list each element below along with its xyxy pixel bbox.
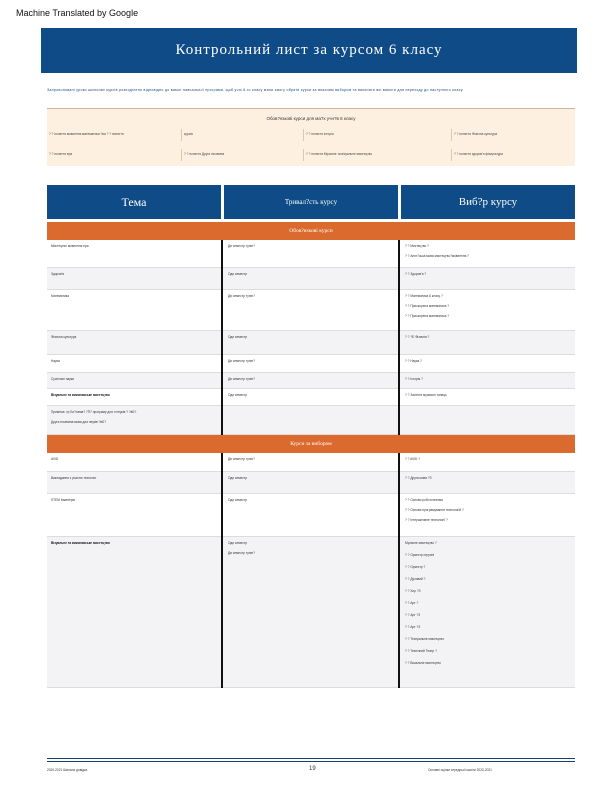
duration-cell	[224, 453, 398, 471]
cell-text: Наука	[51, 359, 60, 363]
req-cell: ? ? поняття історія	[303, 129, 451, 141]
cell-text: Оди семестр	[228, 393, 248, 397]
duration-cell	[224, 268, 398, 289]
duration-cell	[224, 240, 398, 267]
duration-cell	[224, 406, 398, 434]
selection-cell	[401, 331, 575, 354]
cell-text: Візуальне та виконавське мистецтво	[51, 393, 110, 397]
selection-cell	[401, 290, 575, 330]
header-topic: Тема	[47, 185, 221, 219]
selection-cell	[401, 494, 575, 536]
required-courses-box	[47, 108, 575, 166]
machine-translated-banner: Machine Translated by Google	[16, 8, 139, 18]
cell-text: Дв семестр тупін?	[228, 457, 255, 461]
table-row	[47, 389, 575, 406]
topic-cell	[47, 290, 221, 330]
cell-text: ? ? Оркестр ?	[405, 565, 426, 569]
table-row	[47, 268, 575, 290]
required-courses-title: Обов?язкові курси для ма?х учн?в 6 класу	[266, 116, 356, 121]
cell-text: Суспільні науки	[51, 377, 75, 381]
duration-cell	[224, 494, 398, 536]
selection-cell	[401, 472, 575, 493]
column-divider	[398, 453, 400, 688]
topic-cell	[47, 537, 221, 687]
cell-text: ? ? Історія ?	[405, 377, 423, 381]
cell-text: ? ? Основи програмування технологій ?	[405, 508, 464, 512]
duration-cell	[224, 373, 398, 388]
cell-text: ? ? Вокальне мистецтво	[405, 661, 441, 665]
required-courses-row	[47, 149, 575, 161]
cell-text: ? ? Технічний Театр ?	[405, 649, 437, 653]
req-cell: ? ? поняття Друга іноземна	[181, 149, 303, 161]
topic-cell	[47, 389, 221, 405]
cell-text: STEM Інженерія	[51, 498, 76, 502]
table-row	[47, 453, 575, 472]
duration-cell	[224, 355, 398, 372]
cell-text: Оди семестр	[228, 272, 248, 276]
footer-rule	[47, 758, 575, 759]
cell-text: ? ? Арт ?	[405, 601, 419, 605]
cell-text: ? ? Хор ?З	[405, 589, 421, 593]
req-cell: курсів	[181, 129, 303, 141]
cell-text: ? ? Основи робототехніки	[405, 498, 443, 502]
cell-text: Оди семестр	[228, 476, 248, 480]
footer-rule	[47, 761, 575, 762]
req-cell: ? ? поняття здоров'я фізкультура	[451, 149, 575, 161]
topic-cell	[47, 331, 221, 354]
table-row	[47, 331, 575, 355]
req-cell: ? ? поняття мовлення математика ?ва ? ? поняття	[49, 132, 124, 136]
required-courses-row	[47, 129, 575, 141]
cell-text: ? ? Друга мова ?З	[405, 476, 432, 480]
cell-text: Мистецтво мовлення ера	[51, 244, 89, 248]
topic-cell	[47, 268, 221, 289]
cell-text: Дв семестр тупін?	[228, 294, 255, 298]
selection-cell	[401, 537, 575, 687]
selection-cell	[401, 453, 575, 471]
section-elective-courses: Курси за вибором	[47, 435, 575, 453]
cell-text: AVID	[51, 457, 59, 461]
intro-paragraph: Запропоновані уроки шкільних курсів розподілено відповідно до вимог навчальної програми, щоб учні 6-го класу мали змогу обрати курси за власним вибором та виконати всі вимоги для переходу до наступного класу.	[47, 88, 464, 92]
cell-text: ? ? Заняття музикою танець	[405, 393, 447, 397]
cell-text: Оди семестр	[228, 335, 248, 339]
cell-text: ? ? Театральне мистецтво	[405, 637, 444, 641]
cell-text: Дв семестр тупін?	[228, 377, 255, 381]
cell-text: ? ? Арт ?З	[405, 625, 421, 629]
selection-cell	[401, 268, 575, 289]
cell-text: Друга іноземна мова для неуків ?вБ?	[51, 420, 106, 424]
cell-text: ? ? Прискорена математика ?	[405, 314, 450, 318]
duration-cell	[224, 472, 398, 493]
cell-text: ? ? Духовий ?	[405, 577, 426, 581]
topic-cell	[47, 355, 221, 372]
table-row	[47, 494, 575, 537]
table-row	[47, 355, 575, 373]
table-row	[47, 472, 575, 494]
duration-cell	[224, 389, 398, 405]
column-divider	[221, 240, 223, 435]
table-row	[47, 537, 575, 688]
cell-text: Викладання з участю технолог	[51, 476, 97, 480]
column-divider	[398, 240, 400, 435]
cell-text: Оди семестр	[228, 498, 248, 502]
cell-text: Дв семестр тупін?	[228, 551, 255, 555]
cell-text: Примітка: тр Бл?хема? ?П? програму для л неуків ? ?вБ?	[51, 410, 137, 414]
duration-cell	[224, 290, 398, 330]
topic-cell	[47, 406, 221, 434]
topic-cell	[47, 472, 221, 493]
course-table-header	[47, 185, 575, 219]
topic-cell	[47, 240, 221, 267]
cell-text: Дв семестр тупін?	[228, 359, 255, 363]
table-row	[47, 406, 575, 435]
selection-cell	[401, 355, 575, 372]
column-divider	[221, 453, 223, 688]
req-cell: ? ? поняття Музичне та візуальне мистецтво	[303, 149, 451, 161]
cell-text: ? ? AVID ?	[405, 457, 421, 461]
cell-text: Фізична культура	[51, 335, 77, 339]
cell-text: Музичне мистецтво ?	[405, 541, 437, 545]
req-cell: ? ? поняття ера	[49, 152, 73, 156]
cell-text: Здоров'я	[51, 272, 65, 276]
duration-cell	[224, 331, 398, 354]
cell-text: ? ? Наука ?	[405, 359, 422, 363]
cell-text: ? ? Арт ?З	[405, 613, 421, 617]
footer-right: Основні оцінки середньої школи 2020-2021	[428, 768, 492, 772]
req-cell: ? ? поняття Фізична культура	[451, 129, 575, 141]
table-row	[47, 240, 575, 268]
topic-cell	[47, 494, 221, 536]
selection-cell	[401, 240, 575, 267]
cell-text: ? ? ?Е Фізична ?	[405, 335, 430, 339]
header-duration: Тривал?сть курсу	[224, 185, 398, 219]
topic-cell	[47, 373, 221, 388]
footer-left: 2020-2021 Шкільна довідка	[47, 768, 88, 772]
page-number: 19	[309, 766, 316, 772]
selection-cell	[401, 389, 575, 405]
table-row	[47, 290, 575, 331]
duration-cell	[224, 537, 398, 687]
page-title: Контрольний лист за курсом 6 класу	[41, 28, 577, 73]
cell-text: ? ? Оркестр струнні	[405, 553, 435, 557]
cell-text: ? ? Математика 6 класу ?	[405, 294, 443, 298]
cell-text: ? ? Здоров'я ?	[405, 272, 427, 276]
cell-text: ? ? Інтерактивне технології ?	[405, 518, 448, 522]
topic-cell	[47, 453, 221, 471]
cell-text: ? ? Англ?ська мова мистецтво?мовлення ?	[405, 254, 469, 258]
header-selection: Виб?р курсу	[401, 185, 575, 219]
cell-text: Математика	[51, 294, 69, 298]
cell-text: Дв семестр тупін?	[228, 244, 255, 248]
cell-text: Візуальне та виконавське мистецтво	[51, 541, 110, 545]
selection-cell	[401, 373, 575, 388]
section-required-courses: Обов?язкові курси	[47, 222, 575, 240]
cell-text: ? ? Прискорена математика ?	[405, 304, 450, 308]
cell-text: ? ? Мистецтво ?	[405, 244, 429, 248]
table-row	[47, 373, 575, 389]
selection-cell	[401, 406, 575, 434]
cell-text: Оди семестр	[228, 541, 248, 545]
